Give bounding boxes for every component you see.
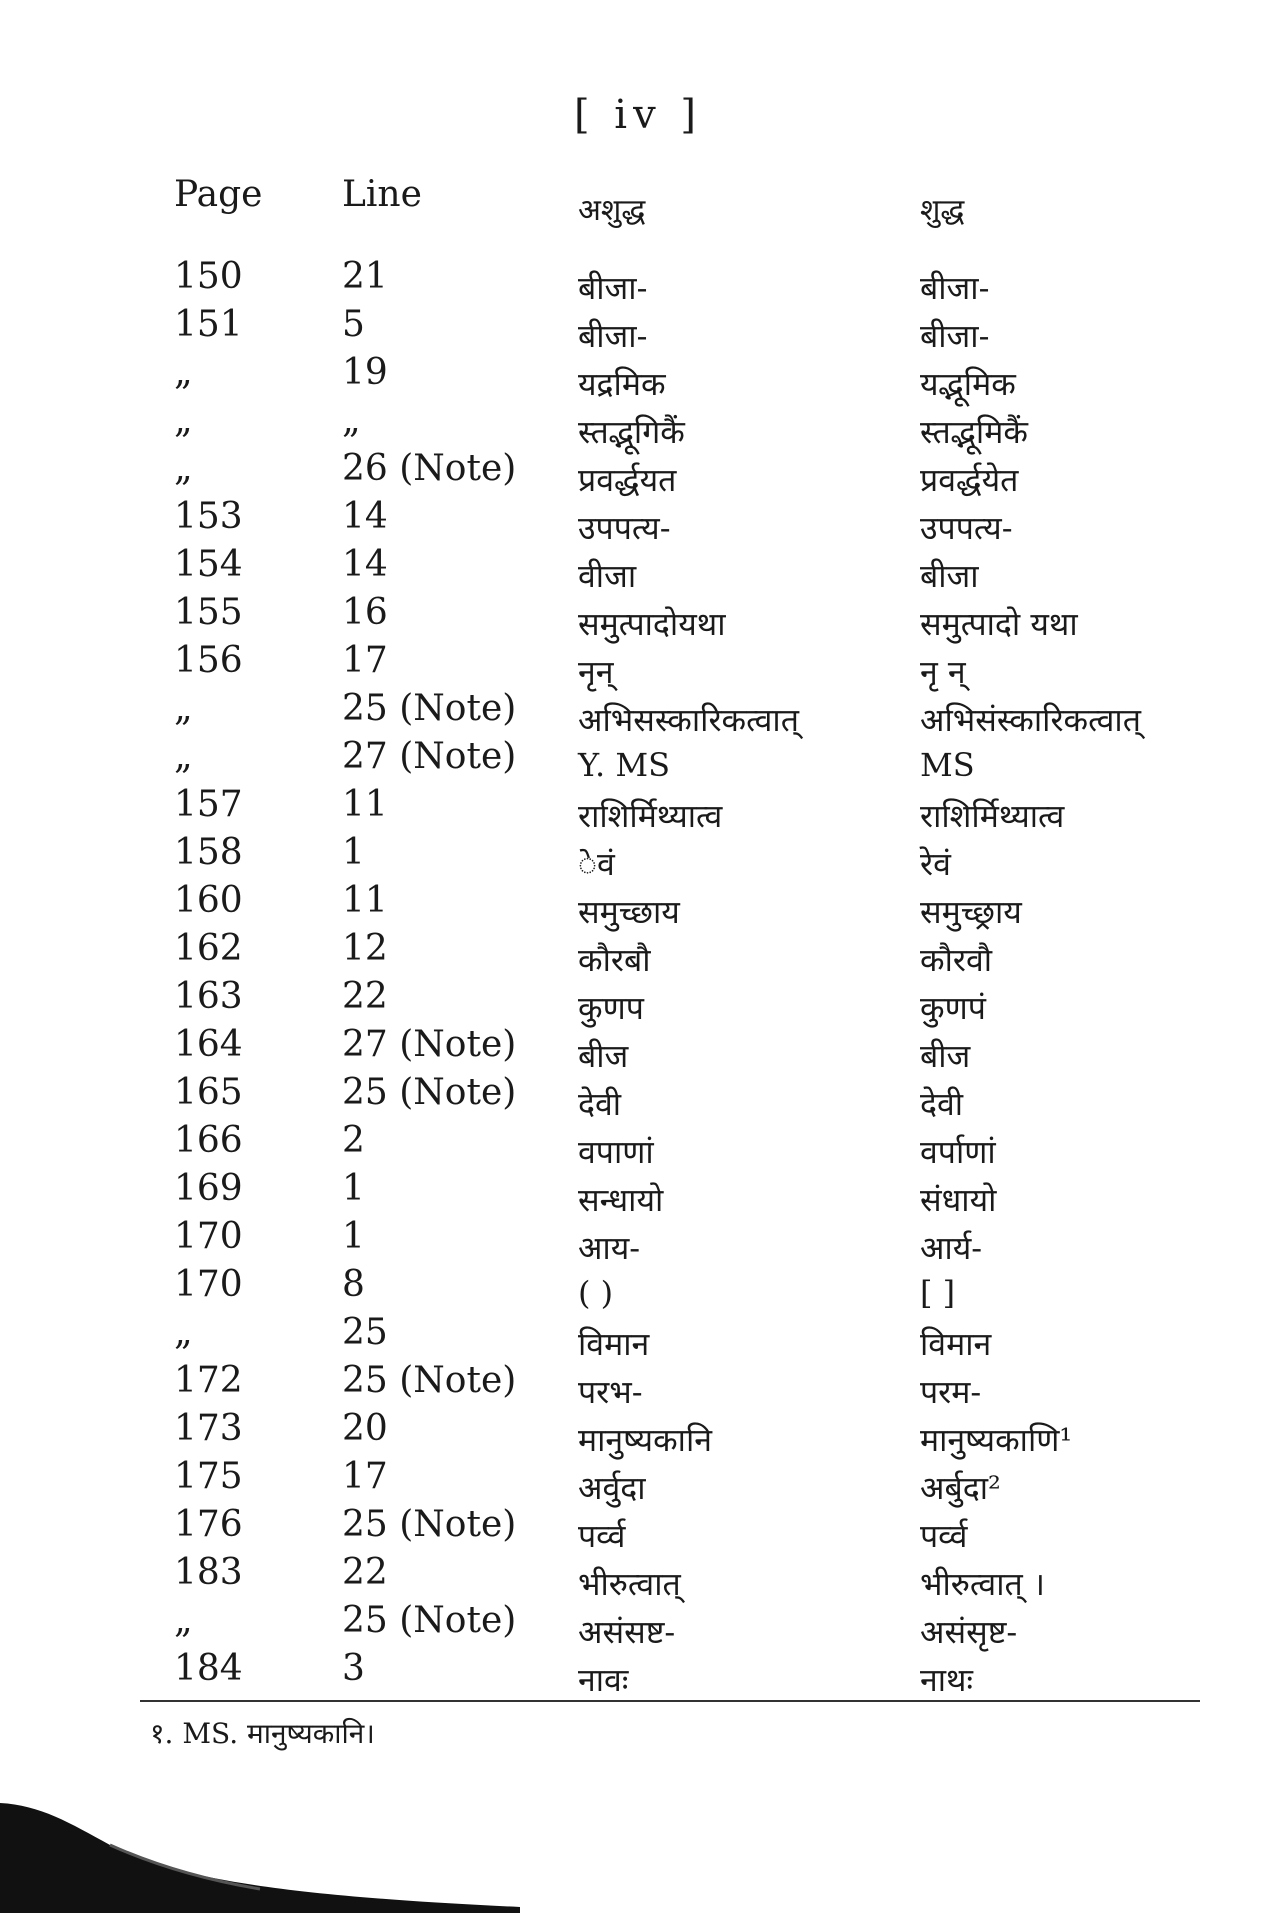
cell-line: 25 (Note): [342, 688, 517, 729]
cell-line: 27 (Note): [342, 1024, 517, 1065]
cell-correct: पर्व्व: [920, 1517, 968, 1555]
cell-line: 2: [342, 1120, 365, 1161]
cell-correct: MS: [920, 746, 975, 784]
cell-page: „: [174, 1312, 193, 1353]
cell-incorrect: नावः: [578, 1661, 629, 1699]
cell-page: 173: [174, 1408, 243, 1449]
cell-incorrect: प्रवर्द्धयत: [578, 461, 677, 499]
table-row: [0, 1360, 1276, 1411]
cell-line: 12: [342, 928, 388, 969]
cell-line: 20: [342, 1408, 388, 1449]
cell-line: 27 (Note): [342, 736, 517, 777]
cell-page: 157: [174, 784, 243, 825]
cell-correct: बीजा-: [920, 269, 990, 307]
cell-page: 176: [174, 1504, 243, 1545]
cell-line: 3: [342, 1648, 365, 1689]
cell-incorrect: असंसष्ट-: [578, 1613, 676, 1651]
table-row: [0, 1120, 1276, 1171]
table-row: [0, 784, 1276, 835]
cell-page: „: [174, 688, 193, 729]
cell-line: 26 (Note): [342, 448, 517, 489]
cell-page: 184: [174, 1648, 243, 1689]
cell-line: 1: [342, 1168, 365, 1209]
cell-correct: बीजा: [920, 557, 979, 595]
cell-correct: भीरुत्वात् ।: [920, 1565, 1046, 1603]
table-row: [0, 352, 1276, 403]
cell-page: 169: [174, 1168, 243, 1209]
cell-line: 25: [342, 1312, 388, 1353]
cell-incorrect: समुच्छाय: [578, 893, 680, 931]
cell-incorrect: सन्धायो: [578, 1181, 664, 1219]
cell-correct: संधायो: [920, 1181, 997, 1219]
table-row: [0, 832, 1276, 883]
cell-incorrect: ेवं: [578, 845, 615, 883]
cell-page: 165: [174, 1072, 243, 1113]
cell-line: 25 (Note): [342, 1504, 517, 1545]
cell-correct: आर्य-: [920, 1229, 983, 1267]
table-row: [0, 928, 1276, 979]
cell-correct: बीजा-: [920, 317, 990, 355]
cell-page: 175: [174, 1456, 243, 1497]
cell-incorrect: आय-: [578, 1229, 641, 1267]
table-row: [0, 1408, 1276, 1459]
cell-correct: कुणपं: [920, 989, 986, 1027]
cell-correct: नाथः: [920, 1661, 973, 1699]
cell-incorrect: उपपत्य-: [578, 509, 671, 547]
table-row: [0, 1216, 1276, 1267]
cell-correct: नृ न्: [920, 653, 966, 691]
table-row: [0, 1312, 1276, 1363]
cell-line: 19: [342, 352, 388, 393]
cell-incorrect: बीजा-: [578, 317, 648, 355]
cell-correct: बीज: [920, 1037, 971, 1075]
cell-incorrect: अभिसस्कारिकत्वात्: [578, 701, 799, 739]
cell-line: 25 (Note): [342, 1600, 517, 1641]
footnote-divider: [140, 1700, 1200, 1702]
cell-line: 14: [342, 544, 388, 585]
cell-correct: प्रवर्द्धयेत: [920, 461, 1019, 499]
cell-page: 154: [174, 544, 243, 585]
table-row: [0, 448, 1276, 499]
cell-line: 25 (Note): [342, 1360, 517, 1401]
cell-page: 163: [174, 976, 243, 1017]
cell-correct: वर्पाणां: [920, 1133, 996, 1171]
cell-line: 1: [342, 832, 365, 873]
cell-page: 160: [174, 880, 243, 921]
cell-page: 183: [174, 1552, 243, 1593]
cell-line: 17: [342, 640, 388, 681]
cell-page: 156: [174, 640, 243, 681]
cell-page: 155: [174, 592, 243, 633]
cell-page: „: [174, 1600, 193, 1641]
cell-incorrect: नृन्: [578, 653, 614, 691]
cell-correct: स्तद्भूमिकैं: [920, 413, 1028, 451]
cell-page: „: [174, 736, 193, 777]
cell-line: „: [342, 400, 361, 441]
cell-line: 25 (Note): [342, 1072, 517, 1113]
table-row: [0, 1072, 1276, 1123]
cell-incorrect: समुत्पादोयथा: [578, 605, 726, 643]
cell-correct: अभिसंस्कारिकत्वात्: [920, 701, 1141, 739]
table-row: [0, 1168, 1276, 1219]
header-correct: शुद्ध: [920, 193, 965, 228]
cell-incorrect: कुणप: [578, 989, 644, 1027]
cell-line: 22: [342, 1552, 388, 1593]
header-line: Line: [342, 174, 422, 215]
cell-page: 162: [174, 928, 243, 969]
table-row: [0, 976, 1276, 1027]
cell-incorrect: वीजा: [578, 557, 637, 595]
cell-incorrect: मानुष्यकानि: [578, 1421, 713, 1459]
table-row: [0, 736, 1276, 784]
table-row: [0, 400, 1276, 451]
cell-line: 1: [342, 1216, 365, 1257]
cell-correct: असंसृष्ट-: [920, 1613, 1018, 1651]
cell-incorrect: राशिर्मिथ्यात्व: [578, 797, 723, 835]
cell-line: 21: [342, 256, 388, 297]
cell-incorrect: देवी: [578, 1085, 622, 1123]
cell-line: 16: [342, 592, 388, 633]
scan-edge-shadow: [0, 1783, 520, 1913]
cell-correct: समुच्छ्राय: [920, 893, 1022, 931]
cell-page: „: [174, 400, 193, 441]
cell-page: 153: [174, 496, 243, 537]
footnote: १. MS. मानुष्यकानि।: [150, 1717, 375, 1750]
cell-correct: मानुष्यकाणि¹: [920, 1421, 1073, 1459]
table-row: [0, 1264, 1276, 1312]
table-row: [0, 640, 1276, 691]
cell-correct: कौरवौ: [920, 941, 993, 979]
cell-correct: राशिर्मिथ्यात्व: [920, 797, 1065, 835]
cell-correct: विमान: [920, 1325, 992, 1363]
cell-incorrect: बीज: [578, 1037, 629, 1075]
cell-correct: [ ]: [920, 1274, 956, 1312]
cell-page: 158: [174, 832, 243, 873]
cell-incorrect: Y. MS: [578, 746, 671, 784]
cell-correct: अर्बुदा²: [920, 1469, 1001, 1507]
header-incorrect: अशुद्ध: [578, 193, 646, 228]
cell-line: 11: [342, 784, 388, 825]
errata-table: [0, 256, 1276, 1699]
cell-line: 22: [342, 976, 388, 1017]
table-row: [0, 1456, 1276, 1507]
cell-incorrect: ( ): [578, 1274, 614, 1312]
cell-page: 172: [174, 1360, 243, 1401]
table-row: [0, 544, 1276, 595]
page-number: [ iv ]: [573, 92, 703, 138]
cell-line: 17: [342, 1456, 388, 1497]
cell-correct: उपपत्य-: [920, 509, 1013, 547]
cell-page: 150: [174, 256, 243, 297]
cell-page: 170: [174, 1216, 243, 1257]
cell-page: 151: [174, 304, 243, 345]
table-row: [0, 1600, 1276, 1651]
cell-correct: यद्भूमिक: [920, 365, 1016, 403]
cell-incorrect: वपाणां: [578, 1133, 654, 1171]
cell-page: 164: [174, 1024, 243, 1065]
cell-line: 5: [342, 304, 365, 345]
table-row: [0, 256, 1276, 307]
table-row: [0, 1648, 1276, 1699]
cell-incorrect: पर्व्व: [578, 1517, 626, 1555]
table-row: [0, 880, 1276, 931]
table-header: [0, 174, 1276, 234]
table-row: [0, 1024, 1276, 1075]
table-row: [0, 496, 1276, 547]
cell-page: 166: [174, 1120, 243, 1161]
cell-incorrect: परभ-: [578, 1373, 643, 1411]
cell-page: 170: [174, 1264, 243, 1305]
cell-correct: परम-: [920, 1373, 982, 1411]
cell-incorrect: यद्रमिक: [578, 365, 666, 403]
table-row: [0, 592, 1276, 643]
cell-incorrect: बीजा-: [578, 269, 648, 307]
header-page: Page: [174, 174, 263, 215]
cell-correct: रेवं: [920, 845, 951, 883]
cell-incorrect: विमान: [578, 1325, 650, 1363]
cell-line: 14: [342, 496, 388, 537]
cell-line: 8: [342, 1264, 365, 1305]
cell-correct: समुत्पादो यथा: [920, 605, 1078, 643]
cell-correct: देवी: [920, 1085, 964, 1123]
cell-incorrect: भीरुत्वात्: [578, 1565, 681, 1603]
cell-page: „: [174, 352, 193, 393]
cell-incorrect: स्तद्भूगिकैं: [578, 413, 685, 451]
cell-incorrect: अर्वुदा: [578, 1469, 646, 1507]
cell-incorrect: कौरबौ: [578, 941, 651, 979]
table-row: [0, 1552, 1276, 1603]
table-row: [0, 1504, 1276, 1555]
cell-page: „: [174, 448, 193, 489]
table-row: [0, 304, 1276, 355]
cell-line: 11: [342, 880, 388, 921]
table-row: [0, 688, 1276, 739]
